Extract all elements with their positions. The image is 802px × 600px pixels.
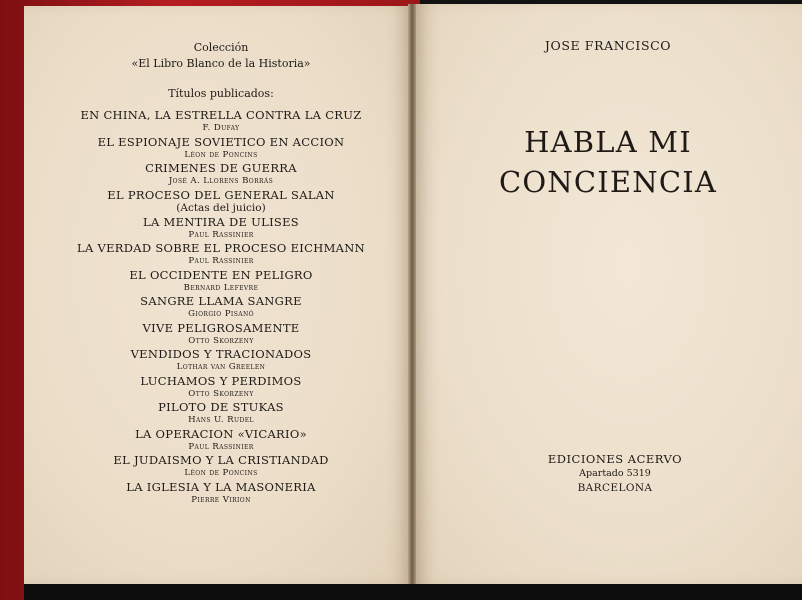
book-author: Otto Skorzeny bbox=[188, 335, 254, 346]
book-title: EL PROCESO DEL GENERAL SALAN bbox=[107, 187, 335, 202]
book-title: SANGRE LLAMA SANGRE bbox=[140, 294, 302, 308]
list-item bbox=[24, 427, 418, 454]
book-author: Giorgio Pisanó bbox=[188, 309, 254, 319]
list-item bbox=[24, 374, 418, 401]
book-author: Léon de Poncins bbox=[184, 468, 258, 478]
list-item bbox=[24, 268, 418, 295]
title-line-2: CONCIENCIA bbox=[498, 165, 718, 199]
book-author: Otto Skorzeny bbox=[188, 388, 254, 399]
book-author: Paul Rassinier bbox=[188, 229, 254, 240]
list-item bbox=[24, 347, 418, 374]
book-author: Bernard Lefevre bbox=[183, 282, 259, 293]
book-title: PILOTO DE STUKAS bbox=[158, 400, 284, 414]
book-author: José A. Llorens Borrás bbox=[168, 176, 274, 186]
publisher-name: EDICIONES ACERVO bbox=[547, 452, 683, 466]
publisher-address: Apartado 5319 bbox=[579, 468, 651, 479]
book-title: CRIMENES DE GUERRA bbox=[145, 161, 297, 175]
book-title: LUCHAMOS Y PERDIMOS bbox=[140, 373, 302, 388]
book-title: EL OCCIDENTE EN PELIGRO bbox=[129, 267, 313, 282]
list-item bbox=[24, 161, 418, 188]
right-page bbox=[414, 4, 802, 584]
book-title: LA IGLESIA Y LA MASONERIA bbox=[126, 479, 316, 494]
list-item bbox=[24, 400, 418, 427]
author-name: JOSE FRANCISCO bbox=[544, 38, 672, 53]
list-item bbox=[24, 241, 418, 268]
bottom-edge bbox=[24, 584, 802, 600]
list-item bbox=[24, 215, 418, 242]
book-title: LA OPERACION «VICARIO» bbox=[135, 426, 307, 441]
collection-name: «El Libro Blanco de la Historia» bbox=[131, 57, 311, 70]
list-item bbox=[24, 453, 418, 480]
book-author: Hans U. Rudel bbox=[188, 415, 254, 425]
book-title: EL ESPIONAJE SOVIETICO EN ACCION bbox=[97, 134, 345, 149]
book-list bbox=[24, 108, 418, 506]
list-item bbox=[24, 294, 418, 321]
book-title: EN CHINA, LA ESTRELLA CONTRA LA CRUZ bbox=[80, 108, 362, 122]
list-item bbox=[24, 188, 418, 215]
book-author: Lothar van Greelen bbox=[176, 362, 266, 372]
book-title: VIVE PELIGROSAMENTE bbox=[142, 320, 300, 335]
list-item bbox=[24, 135, 418, 162]
book-title: EL JUDAISMO Y LA CRISTIANDAD bbox=[113, 453, 329, 467]
list-item bbox=[24, 321, 418, 348]
collection-label: Colección bbox=[193, 41, 249, 54]
list-item bbox=[24, 108, 418, 135]
book-author: Pierre Virion bbox=[191, 494, 251, 505]
book-author: Paul Rassinier bbox=[188, 256, 254, 266]
book-title-main bbox=[414, 122, 802, 202]
book-author: Léon de Poncins bbox=[184, 149, 258, 160]
book-title: LA MENTIRA DE ULISES bbox=[143, 214, 299, 229]
list-item bbox=[24, 480, 418, 507]
book-author: Paul Rassinier bbox=[188, 441, 254, 452]
book-subtitle: (Actas del juicio) bbox=[176, 201, 266, 214]
publisher-block bbox=[414, 452, 802, 495]
book-title: VENDIDOS Y TRACIONADOS bbox=[130, 347, 312, 361]
book-title: LA VERDAD SOBRE EL PROCESO EICHMANN bbox=[77, 241, 365, 255]
published-titles-heading: Títulos publicados: bbox=[168, 87, 274, 100]
publisher-city: BARCELONA bbox=[577, 482, 653, 494]
title-line-1: HABLA MI bbox=[524, 125, 692, 159]
book-author: F. Dufay bbox=[202, 123, 240, 133]
left-page-content bbox=[24, 40, 418, 506]
